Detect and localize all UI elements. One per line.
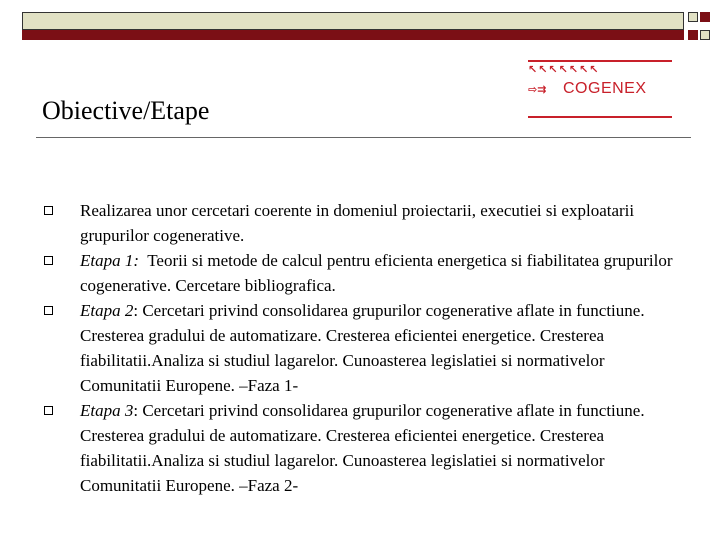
square-bullet-icon	[44, 206, 53, 215]
logo-rule-top	[528, 60, 672, 62]
slide-title: Obiective/Etape	[42, 96, 210, 125]
bullet-text: : Cercetari privind consolidarea grupurilor cogenerative aflate in functiune. Cresterea gradului de automatizare. Cresterea eficientei energetice. Cresterea fiabilitatii.Analiza si studiul lagarelor. Cunoasterea legislatiei si normativelor Comunitatii Europene. –Faza 1-	[80, 301, 645, 395]
bullet-list	[42, 198, 682, 498]
bullet-text: Teorii si metode de calcul pentru eficienta energetica si fiabilitatea grupurilor cogenerative. Cercetare bibliografica.	[80, 251, 677, 295]
bullet-lead: Etapa 1:	[80, 251, 140, 270]
cogenex-logo	[528, 60, 674, 120]
bullet-lead: Etapa 2	[80, 301, 134, 320]
square-bullet-icon	[44, 256, 53, 265]
logo-text: COGENEX	[563, 80, 647, 97]
corner-square-olive-bottom	[700, 30, 710, 40]
corner-square-olive	[688, 12, 698, 22]
logo-rule-bottom	[528, 116, 672, 118]
list-item	[42, 248, 682, 298]
list-item	[42, 198, 682, 248]
corner-square-maroon-bottom	[688, 30, 698, 40]
square-bullet-icon	[44, 406, 53, 415]
header-bar-olive	[22, 12, 684, 30]
header-bar-maroon	[22, 30, 684, 40]
list-item	[42, 298, 682, 398]
list-item	[42, 398, 682, 498]
title-divider	[36, 137, 691, 138]
bullet-lead: Etapa 3	[80, 401, 134, 420]
bullet-text: : Cercetari privind consolidarea grupurilor cogenerative aflate in functiune. Cresterea gradului de automatizare. Cresterea eficientei energetice. Cresterea fiabilitatii.Analiza si studiul lagarelor. Cunoasterea legislatiei si normativelor Comunitatii Europene. –Faza 2-	[80, 401, 645, 495]
logo-arrows-icon: ↖↖↖↖↖↖↖	[528, 63, 600, 76]
bullet-text: Realizarea unor cercetari coerente in domeniul proiectarii, executiei si exploatarii grupurilor cogenerative.	[80, 201, 635, 245]
logo-arrow-mark-icon: ⇨⇉	[528, 83, 547, 96]
square-bullet-icon	[44, 306, 53, 315]
corner-square-maroon	[700, 12, 710, 22]
